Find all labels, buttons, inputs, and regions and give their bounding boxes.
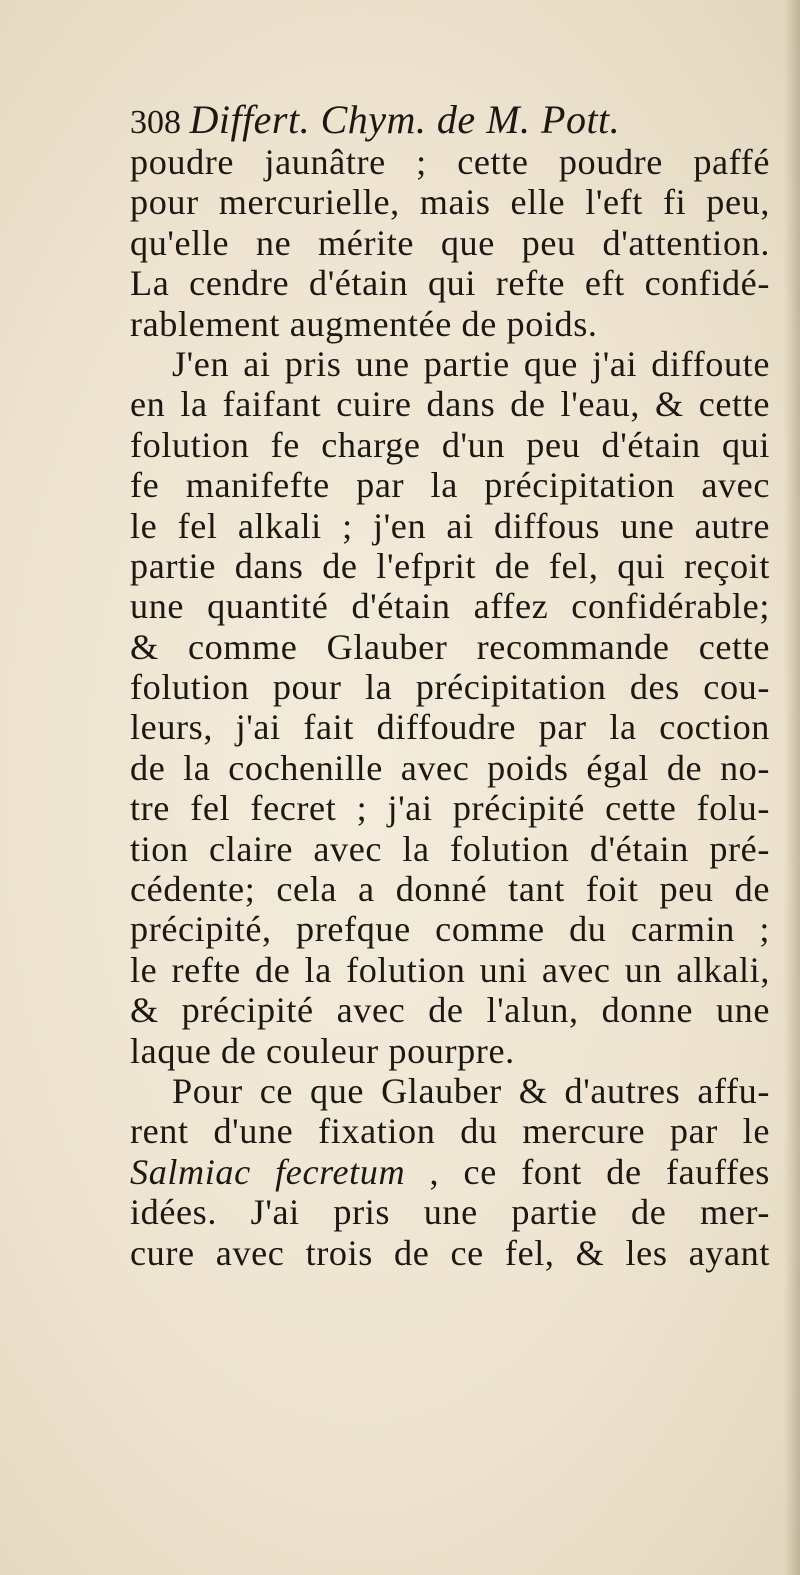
body-text: [130, 142, 770, 1273]
text-line: le fel alkali ; j'en ai diffous une autre: [130, 505, 770, 546]
text-line: en la faifant cuire dans de l'eau, & cette: [130, 384, 770, 425]
text-line: cure avec trois de ce fel, & les ayant: [130, 1232, 770, 1273]
text-line: le refte de la folution uni avec un alkali,: [130, 949, 770, 990]
text-line: une quantité d'étain affez confidérable;: [130, 586, 770, 627]
text-line: tre fel fecret ; j'ai précipité cette folu-: [130, 788, 770, 829]
text-line: poudre jaunâtre ; cette poudre paffé: [130, 142, 770, 182]
text-line: pour mercurielle, mais elle l'eft fi peu,: [130, 182, 770, 223]
text-line: folution fe charge d'un peu d'étain qui: [130, 424, 770, 465]
text-line: rablement augmentée de poids.: [130, 303, 598, 344]
text-line: qu'elle ne mérite que peu d'attention.: [130, 222, 770, 263]
text-line: J'en ai pris une partie que j'ai diffoute: [172, 343, 770, 384]
text-line: partie dans de l'efprit de fel, qui reçoit: [130, 545, 770, 586]
page-edge-shadow: [784, 0, 800, 1575]
text-line: cédente; cela a donné tant foit peu de: [130, 869, 770, 910]
text-line: idées. J'ai pris une partie de mer-: [130, 1192, 770, 1233]
text-line: & précipité avec de l'alun, donne une: [130, 990, 770, 1031]
page-number: 308: [130, 104, 181, 141]
running-title: Differt. Chym. de M. Pott.: [189, 97, 621, 142]
running-header: [130, 98, 770, 142]
text-line: laque de couleur pourpre.: [130, 1030, 515, 1071]
text-line: & comme Glauber recommande cette: [130, 626, 770, 667]
text-line: La cendre d'étain qui refte eft confidé-: [130, 263, 770, 304]
text-line: leurs, j'ai fait diffoudre par la coction: [130, 707, 770, 748]
text-line: tion claire avec la folution d'étain pré-: [130, 828, 770, 869]
text-line: précipité, prefque comme du carmin ;: [130, 909, 770, 950]
text-line: Salmiac fecretum , ce font de fauffes: [130, 1151, 770, 1192]
text-line: rent d'une fixation du mercure par le: [130, 1111, 770, 1152]
text-line: Pour ce que Glauber & d'autres affu-: [172, 1070, 770, 1111]
text-line: folution pour la précipitation des cou-: [130, 667, 770, 708]
text-line: de la cochenille avec poids égal de no-: [130, 747, 770, 788]
text-block: [130, 98, 770, 1273]
text-line: fe manifefte par la précipitation avec: [130, 465, 770, 506]
